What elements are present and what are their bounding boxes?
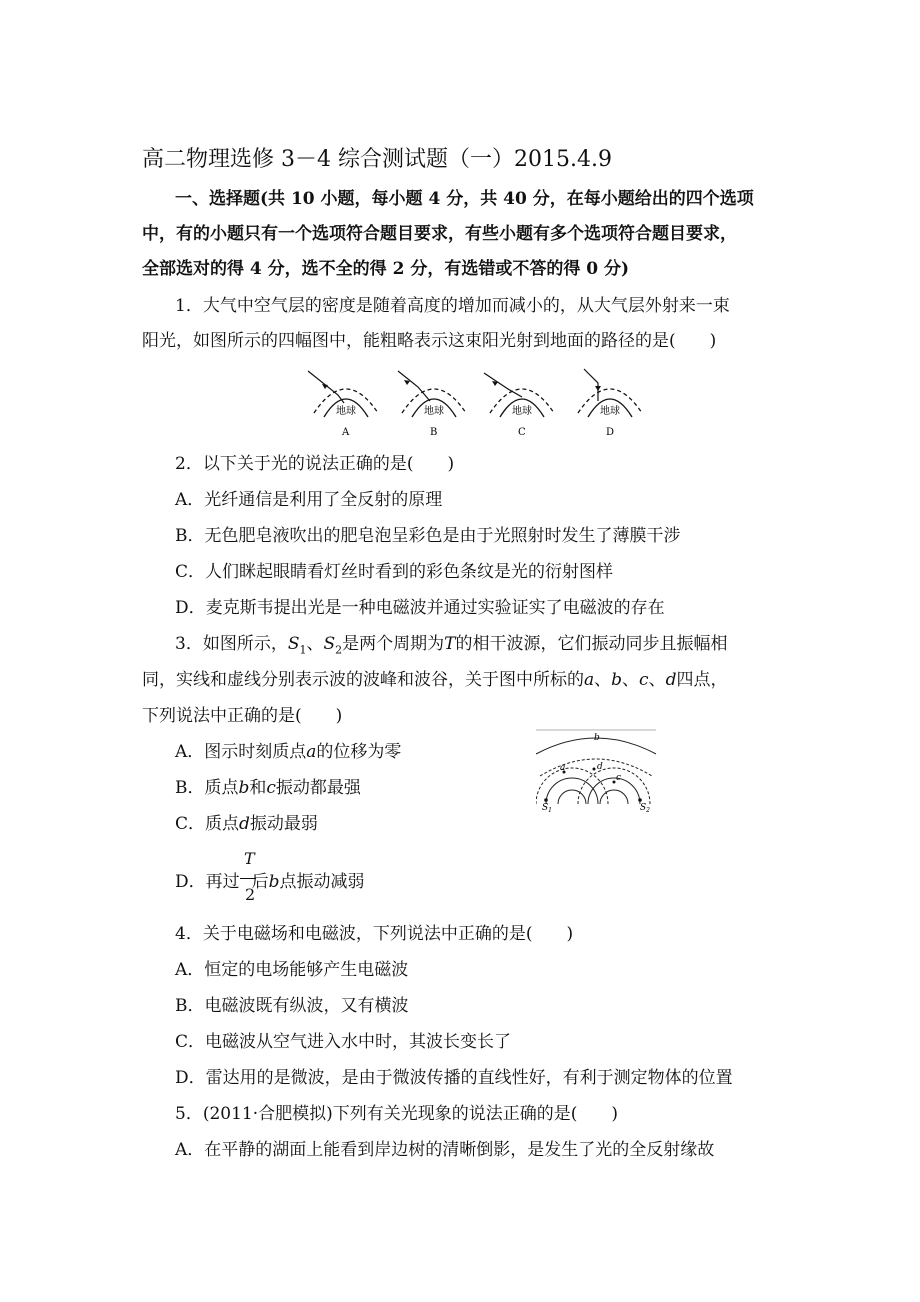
q4-option-b: B．电磁波既有纵波，又有横波 — [175, 996, 409, 1016]
q3-stem-1: 3．如图所示，$S_1$、$S_2$是两个周期为T的相干波源，它们振动同步且振幅相 — [175, 634, 728, 657]
s2-label: $S_2$ — [640, 803, 650, 814]
q4-option-c: C．电磁波从空气进入水中时，其波长变长了 — [175, 1032, 512, 1052]
fraction-numerator: T — [244, 849, 255, 868]
point-b-label: b — [594, 733, 600, 743]
earth-label-d: 地球 — [600, 406, 620, 417]
section-heading-2: 中，有的小题只有一个选项符合题目要求，有些小题有多个选项符合题目要求， — [142, 224, 737, 244]
point-d-label: d — [597, 762, 603, 772]
label-b: B — [430, 427, 438, 438]
q3-option-a: A．图示时刻质点a的位移为零 — [175, 742, 402, 762]
label-c: C — [518, 427, 526, 438]
point-c-label: c — [616, 773, 622, 783]
q3-option-b: B．质点b和c振动都最强 — [175, 778, 361, 798]
earth-label-a: 地球 — [336, 406, 356, 417]
q1-diagram-a — [308, 371, 378, 438]
q1-diagram-c — [484, 373, 554, 438]
q1-stem-1: 1．大气中空气层的密度是随着高度的增加而减小的，从大气层外射来一束 — [175, 296, 730, 316]
q2-option-a: A．光纤通信是利用了全反射的原理 — [175, 490, 443, 510]
q4-option-a: A．恒定的电场能够产生电磁波 — [175, 960, 409, 980]
q1-figure — [300, 365, 660, 445]
q4-stem: 4．关于电磁场和电磁波，下列说法中正确的是( ) — [175, 924, 574, 944]
q3-figure — [536, 724, 660, 816]
q3-stem-2: 同，实线和虚线分别表示波的波峰和波谷，关于图中所标的a、b、c、d四点， — [142, 670, 728, 690]
q2-option-d: D．麦克斯韦提出光是一种电磁波并通过实验证实了电磁波的存在 — [175, 598, 665, 618]
q1-diagram-d — [578, 369, 642, 438]
earth-label-b: 地球 — [424, 406, 444, 417]
s1-label: $S_1$ — [542, 803, 552, 814]
point-a-label: a — [560, 763, 566, 773]
q4-option-d: D．雷达用的是微波，是由于微波传播的直线性好，有利于测定物体的位置 — [175, 1068, 733, 1088]
q2-stem: 2．以下关于光的说法正确的是( ) — [175, 454, 455, 474]
section-heading-3: 全部选对的得 4 分，选不全的得 2 分，有选错或不答的得 0 分) — [142, 259, 630, 279]
label-a: A — [342, 427, 350, 438]
q3-option-d: D．再过 后b点振动减弱 — [175, 872, 365, 892]
q2-option-c: C．人们眯起眼睛看灯丝时看到的彩色条纹是光的衍射图样 — [175, 562, 614, 582]
fraction-denominator: 2 — [245, 885, 256, 904]
q2-option-b: B．无色肥皂液吹出的肥皂泡呈彩色是由于光照射时发生了薄膜干涉 — [175, 526, 681, 546]
q3-option-c: C．质点d振动最弱 — [175, 814, 318, 834]
q3-stem-3: 下列说法中正确的是( ) — [142, 706, 343, 726]
page-title: 高二物理选修 3－4 综合测试题（一）2015.4.9 — [142, 147, 612, 172]
q1-diagram-b — [398, 371, 466, 438]
fraction-bar — [240, 878, 256, 879]
q5-stem: 5．(2011·合肥模拟)下列有关光现象的说法正确的是( ) — [175, 1104, 619, 1124]
earth-label-c: 地球 — [512, 406, 532, 417]
label-d: D — [606, 427, 615, 438]
q1-stem-2: 阳光，如图所示的四幅图中，能粗略表示这束阳光射到地面的路径的是( ) — [142, 331, 717, 351]
q5-option-a: A．在平静的湖面上能看到岸边树的清晰倒影，是发生了光的全反射缘故 — [175, 1140, 715, 1160]
section-heading-1: 一、选择题(共 10 小题，每小题 4 分，共 40 分，在每小题给出的四个选项 — [175, 189, 754, 209]
